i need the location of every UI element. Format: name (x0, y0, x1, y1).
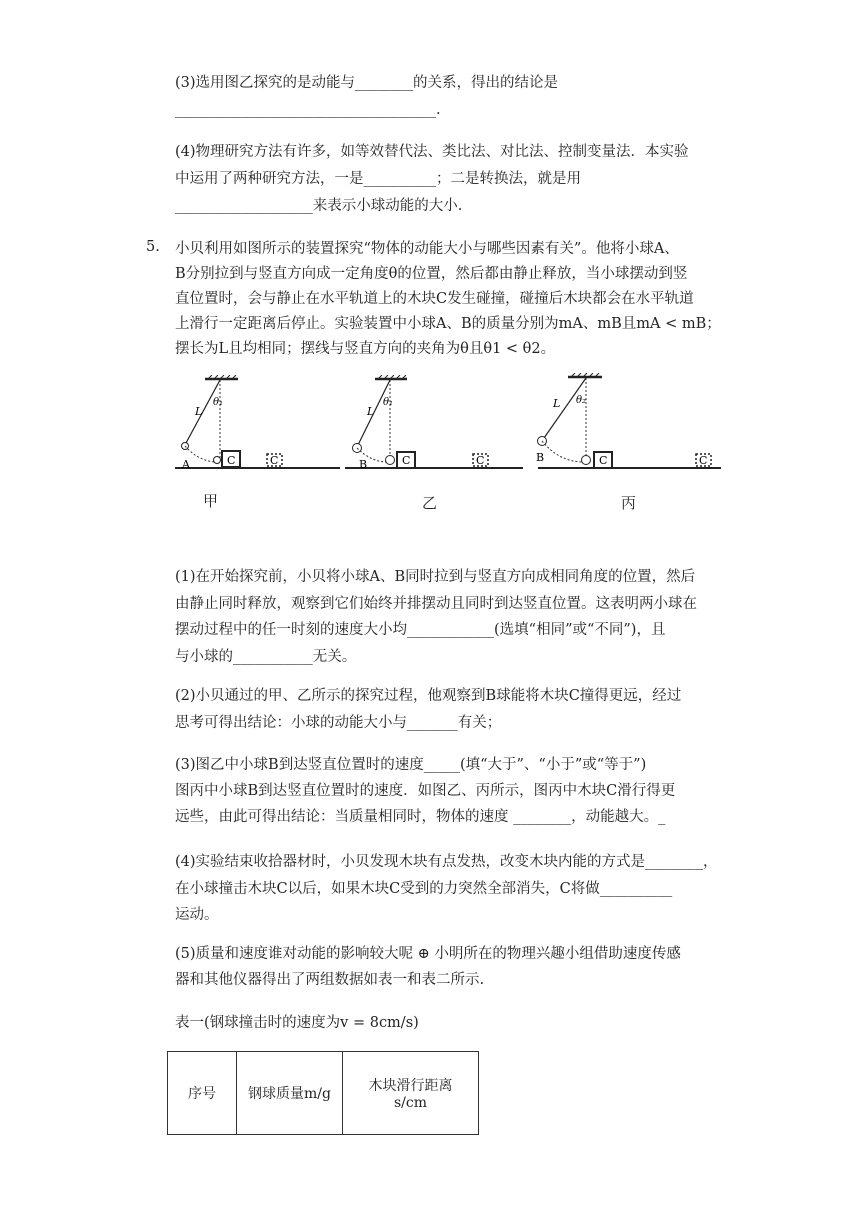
q4-prev-line1: (4)物理研究方法有许多，如等效替代法、类比法、对比法、控制变量法．本实验 (175, 144, 689, 160)
q3-line: (3)图乙中小球B到达竖直位置时的速度_____(填“大于”、“小于”或“等于”) (175, 757, 647, 773)
angle-label: θ₁ (383, 397, 394, 408)
q5-line: 器和其他仪器得出了两组数据如表一和表二所示. (175, 972, 485, 988)
block-final-label: C (476, 454, 485, 467)
pendulum-length-label: L (553, 397, 561, 410)
block-label: C (227, 454, 236, 467)
ball-label: A (182, 458, 190, 471)
q4-line: 运动。 (175, 907, 219, 923)
block-label: C (402, 454, 411, 467)
table-header-row (168, 1052, 479, 1135)
q3-prev-line1: (3)选用图乙探究的是动能与________的关系，得出的结论是 (175, 75, 559, 91)
pendulum-figure-bing (528, 373, 724, 473)
pendulum-length-label: L (195, 405, 203, 418)
q1-line: 与小球的___________无关。 (175, 649, 357, 665)
pendulum-figure-yi (345, 375, 525, 475)
q4-line: 在小球撞击木块C以后，如果木块C受到的力突然全部消失，C将做__________ (175, 881, 673, 897)
figure-caption: 甲 (203, 492, 219, 510)
table1-caption: 表一(钢球撞击时的速度为v = 8cm/s) (175, 1015, 419, 1031)
stem-line: 上滑行一定距离后停止。实验装置中小球A、B的质量分别为mA、mB且mA < mB； (175, 316, 721, 332)
q2-line: (2)小贝通过的甲、乙所示的探究过程，他观察到B球能将木块C撞得更远，经过 (175, 688, 682, 704)
q5-line: (5)质量和速度谁对动能的影响较大呢 ⊕ 小明所在的物理兴趣小组借助速度传感 (175, 946, 681, 962)
table-header-cell: 钢球质量m/g (237, 1052, 343, 1135)
q1-line: 摆动过程中的任一时刻的速度大小均____________(选填“相同”或“不同”)，且 (175, 622, 666, 638)
figure-caption: 乙 (422, 494, 438, 512)
ball-label: B (359, 458, 368, 471)
ball-label: B (536, 451, 545, 464)
stem-line: 直位置时，会与静止在水平轨道上的木块C发生碰撞，碰撞后木块都会在水平轨道 (175, 291, 694, 307)
table1 (167, 1051, 479, 1135)
q4-prev-line2: 中运用了两种研究方法，一是__________；二是转换法，就是用 (175, 171, 581, 187)
block-final-label: C (699, 454, 708, 467)
angle-label: θ₁ (213, 397, 224, 408)
q4-prev-line3: ___________________来表示小球动能的大小. (175, 198, 463, 214)
angle-label: θ₂ (576, 395, 587, 406)
stem-line: B分别拉到与竖直方向成一定角度θ的位置，然后都由静止释放，当小球摆动到竖 (175, 266, 688, 282)
pendulum-figure-jia (170, 375, 345, 475)
q1-line: (1)在开始探究前，小贝将小球A、B同时拉到与竖直方向成相同角度的位置，然后 (175, 569, 696, 585)
q3-line: 图丙中小球B到达竖直位置时的速度．如图乙、丙所示，图丙中木块C滑行得更 (175, 783, 676, 799)
stem-line: 摆长为L且均相同；摆线与竖直方向的夹角为θ且θ1 < θ2。 (175, 341, 556, 357)
q1-line: 由静止同时释放，观察到它们始终并排摆动且同时到达竖直位置。这表明两小球在 (175, 596, 697, 612)
q3-prev-line2: ____________________________________. (175, 102, 441, 118)
block-final-label: C (270, 454, 279, 467)
block-label: C (599, 454, 608, 467)
pendulum-length-label: L (367, 405, 375, 418)
figure-caption: 丙 (621, 494, 637, 512)
problem-number: 5. (146, 239, 160, 255)
q3-line: 远些，由此可得出结论：当质量相同时，物体的速度 ________，动能越大。_ (175, 809, 666, 825)
table-header-cell: 木块滑行距离 s/cm (343, 1052, 479, 1135)
stem-line: 小贝利用如图所示的装置探究“物体的动能大小与哪些因素有关”。他将小球A、 (175, 241, 679, 257)
q4-line: (4)实验结束收拾器材时，小贝发现木块有点发热，改变木块内能的方式是________， (175, 854, 718, 870)
table-header-cell: 序号 (168, 1052, 237, 1135)
q2-line: 思考可得出结论：小球的动能大小与_______有关； (175, 715, 502, 731)
